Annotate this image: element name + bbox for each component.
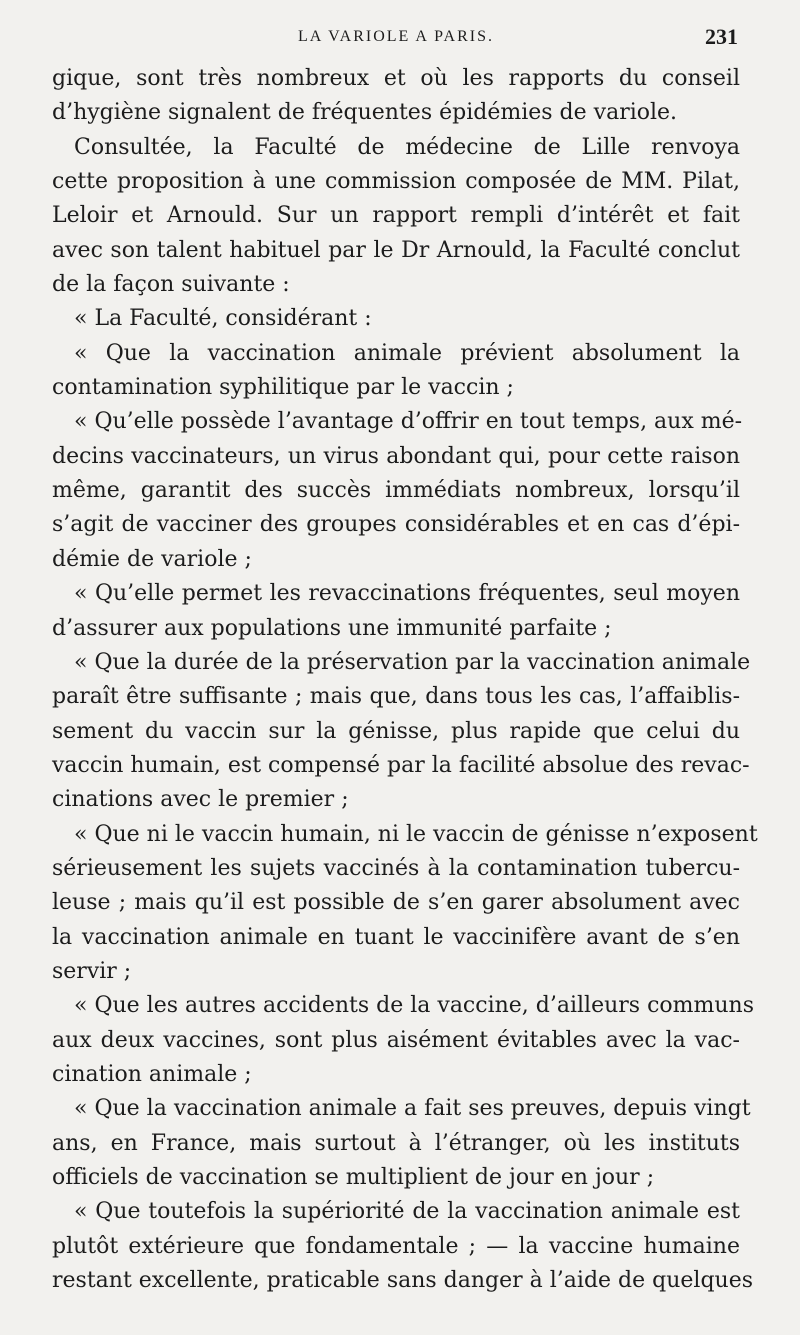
page-number: 231 xyxy=(705,24,738,49)
text-line: officiels de vaccination se multiplient de jour en jour ; xyxy=(52,1165,655,1190)
text-line: cette proposition à une commission composée de MM. Pilat, xyxy=(52,169,740,195)
text-line: même, garantit des succès immédiats nombreux, lorsqu’il xyxy=(52,478,740,504)
text-line: « Que ni le vaccin humain, ni le vaccin de génisse n’exposent xyxy=(74,821,758,847)
text-line: avec son talent habituel par le Dr Arnould, la Faculté conclut xyxy=(52,237,740,263)
text-line: s’agit de vacciner des groupes considérables et en cas d’épi- xyxy=(52,512,740,538)
running-title: LA VARIOLE A PARIS. xyxy=(298,28,494,45)
text-line: démie de variole ; xyxy=(52,546,252,572)
text-line: cinations avec le premier ; xyxy=(52,787,349,813)
text-line: « La Faculté, considérant : xyxy=(74,306,372,332)
text-line: decins vaccinateurs, un virus abondant qui, pour cette raison xyxy=(52,443,740,469)
text-line: « Qu’elle possède l’avantage d’offrir en tout temps, aux mé- xyxy=(74,409,743,435)
text-line: vaccin humain, est compensé par la facilité absolue des revac- xyxy=(52,752,750,778)
text-line: restant excellente, praticable sans danger à l’aide de quelques xyxy=(52,1268,754,1294)
text-line: ans, en France, mais surtout à l’étranger, où les instituts xyxy=(52,1130,740,1156)
text-line: « Que la vaccination animale a fait ses preuves, depuis vingt xyxy=(74,1096,751,1122)
text-line: cination animale ; xyxy=(52,1061,252,1087)
text-line: servir ; xyxy=(52,958,132,984)
text-line: « Qu’elle permet les revaccinations fréquentes, seul moyen xyxy=(74,581,740,607)
text-line: d’assurer aux populations une immunité parfaite ; xyxy=(52,615,612,641)
text-line: Consultée, la Faculté de médecine de Lille renvoya xyxy=(74,134,740,160)
text-line: aux deux vaccines, sont plus aisément évitables avec la vac- xyxy=(52,1027,740,1053)
text-line: leuse ; mais qu’il est possible de s’en garer absolument avec xyxy=(52,890,740,916)
text-line: sérieusement les sujets vaccinés à la contamination tubercu- xyxy=(52,855,740,881)
running-head xyxy=(52,24,740,54)
text-line: plutôt extérieure que fondamentale ; — la vaccine humaine xyxy=(52,1233,740,1259)
text-line: de la façon suivante : xyxy=(52,272,290,298)
text-line: « Que la vaccination animale prévient absolument la xyxy=(74,340,740,366)
text-line: d’hygiène signalent de fréquentes épidémies de variole. xyxy=(52,100,678,126)
text-line: sement du vaccin sur la génisse, plus rapide que celui du xyxy=(52,718,740,744)
text-line: Leloir et Arnould. Sur un rapport rempli d’intérêt et fait xyxy=(52,203,740,229)
body-text xyxy=(52,62,758,1298)
text-line: « Que la durée de la préservation par la vaccination animale xyxy=(74,649,751,675)
text-line: « Que les autres accidents de la vaccine, d’ailleurs communs xyxy=(74,993,754,1019)
text-line: « Que toutefois la supériorité de la vaccination animale est xyxy=(74,1199,740,1225)
text-line: gique, sont très nombreux et où les rapports du conseil xyxy=(52,66,740,91)
text-line: paraît être suffisante ; mais que, dans tous les cas, l’affaiblis- xyxy=(52,684,740,710)
text-line: contamination syphilitique par le vaccin ; xyxy=(52,375,514,401)
text-line: la vaccination animale en tuant le vaccinifère avant de s’en xyxy=(52,924,740,950)
